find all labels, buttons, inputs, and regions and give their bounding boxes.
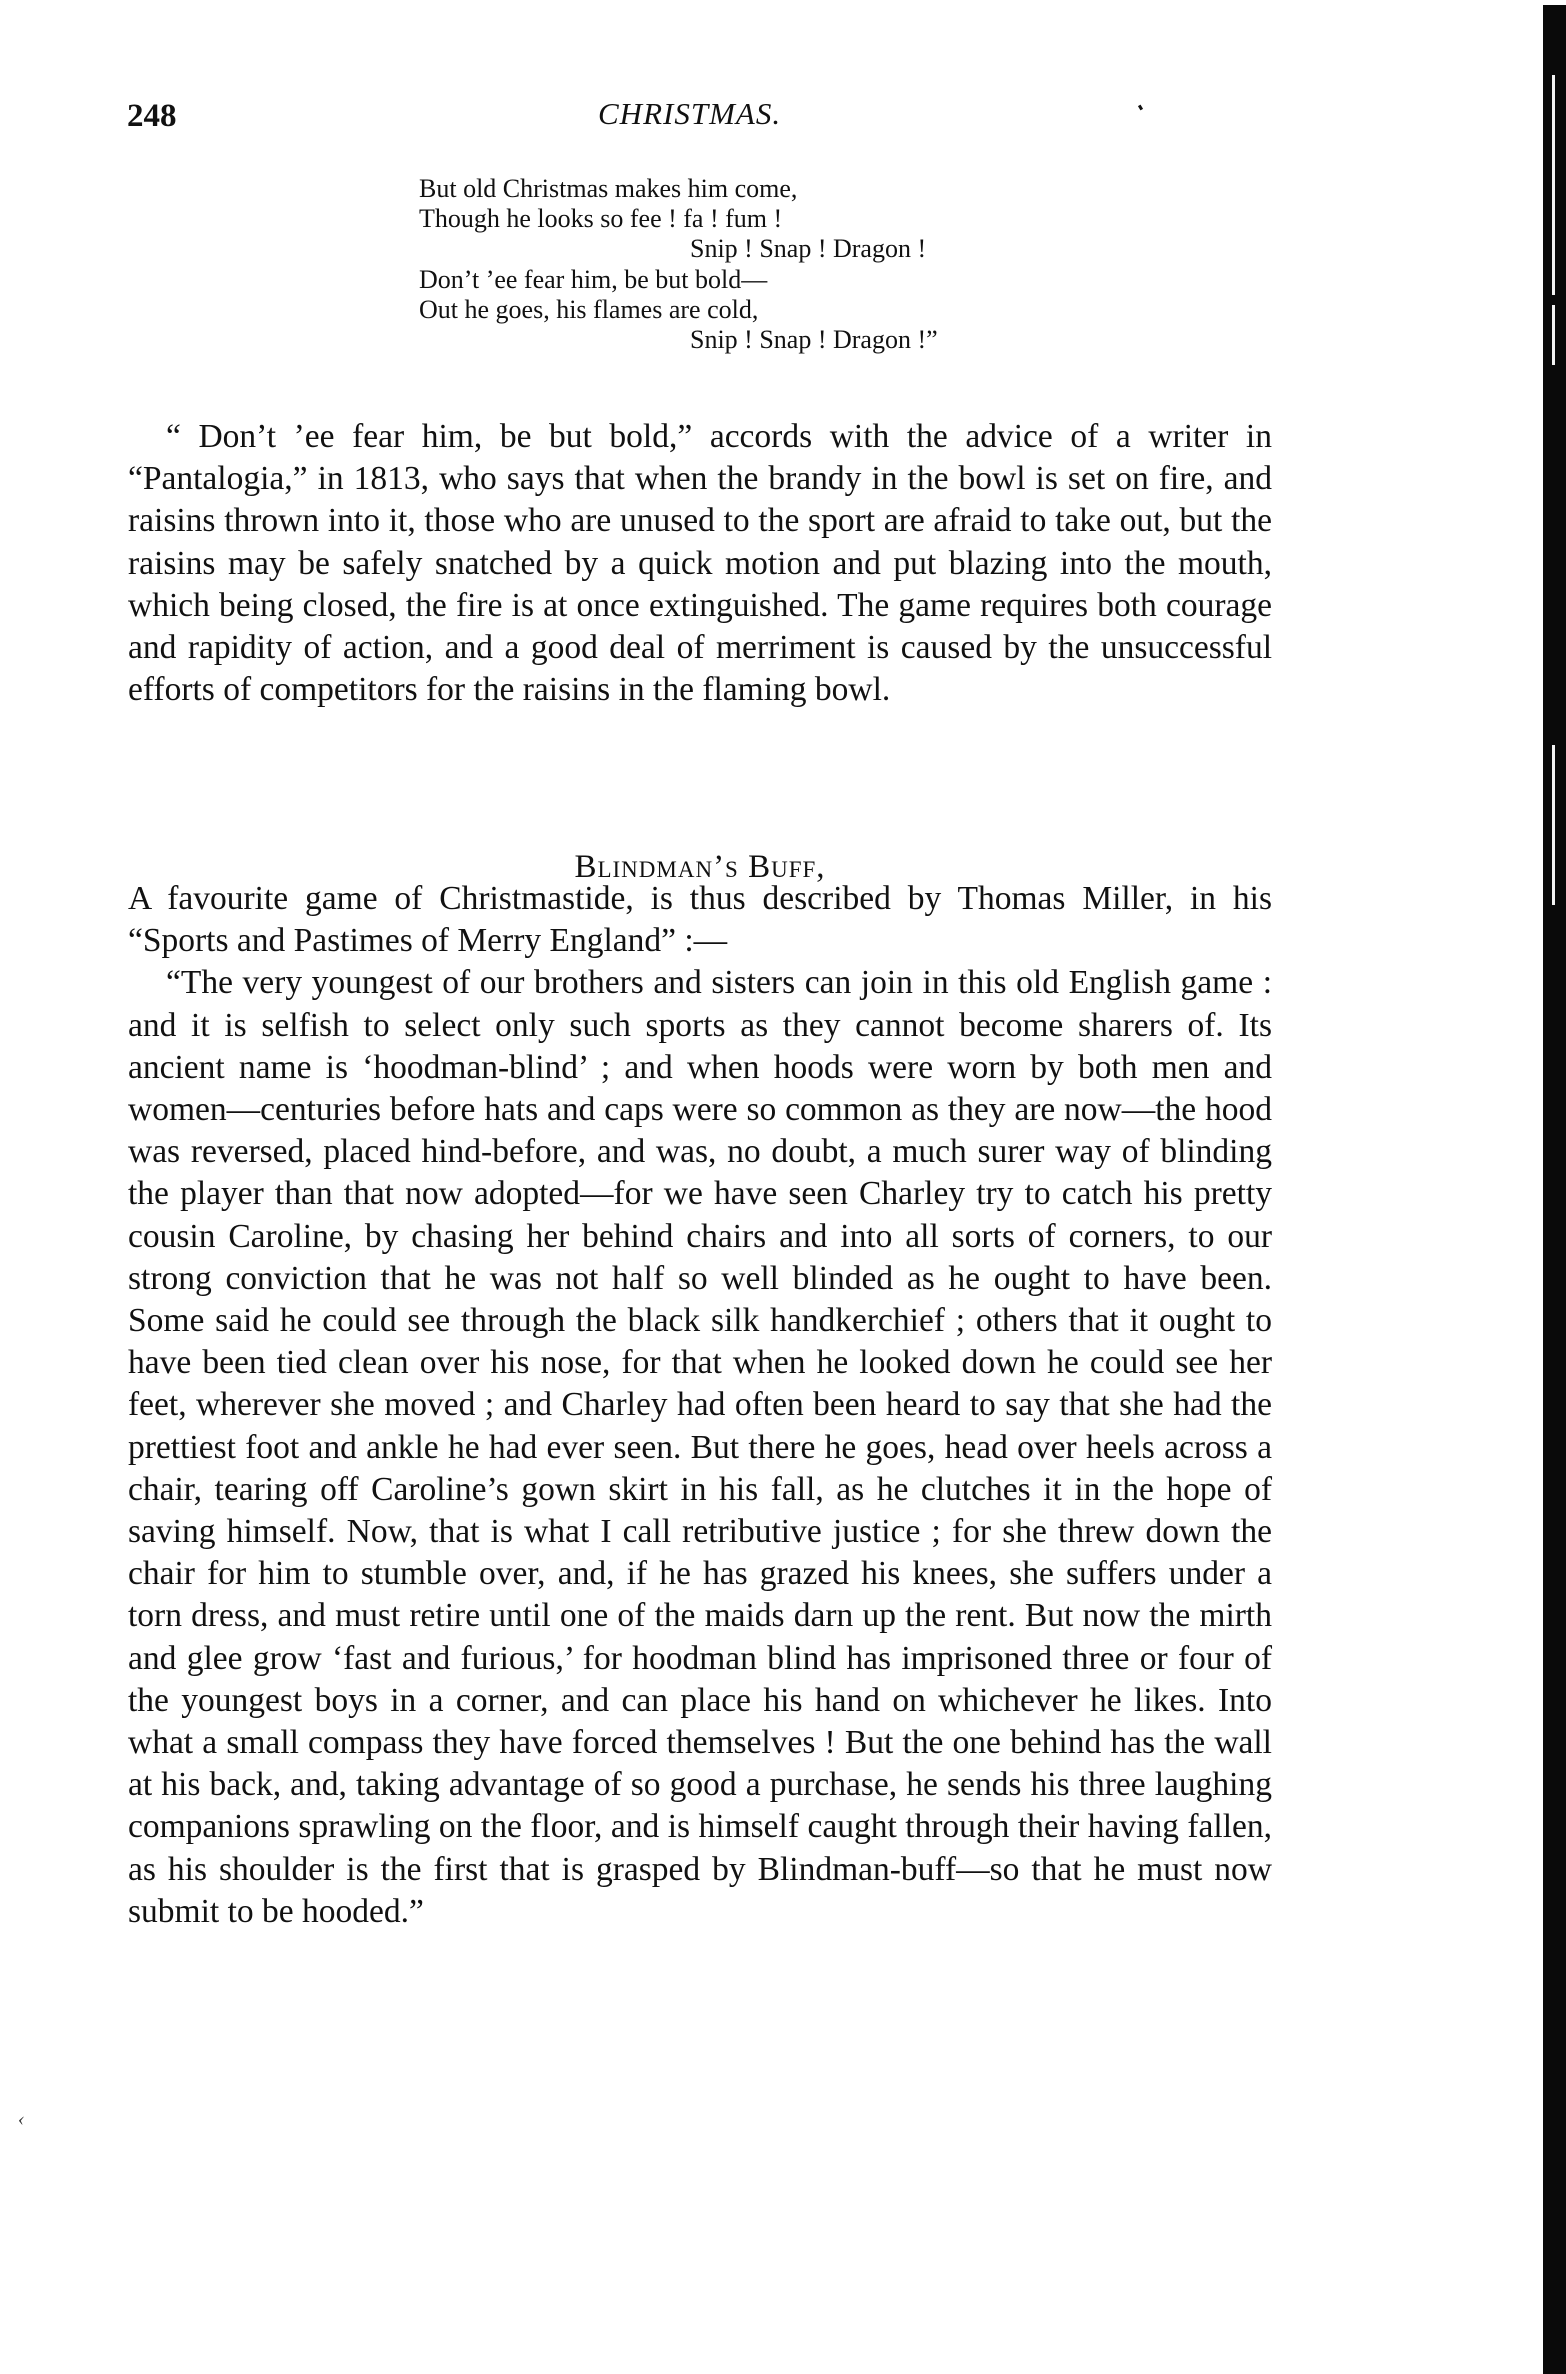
poem-line-refrain: Snip ! Snap ! Dragon ! xyxy=(690,234,927,264)
section-heading: Blindman’s Buff, xyxy=(574,849,826,885)
page-number: 248 xyxy=(127,98,177,134)
paragraph-blindmans-buff xyxy=(128,878,1272,1933)
poem-line: Don’t ’ee fear him, be but bold— xyxy=(419,264,768,294)
poem-line: Out he goes, his flames are cold, xyxy=(419,294,759,324)
poem-line: But old Christmas makes him come, xyxy=(419,174,798,203)
edge-highlight xyxy=(1552,75,1555,295)
poem-stanza xyxy=(419,174,938,355)
page-edge-binding xyxy=(1543,5,1566,2374)
poem-line-refrain: Snip ! Snap ! Dragon !” xyxy=(690,325,938,355)
paragraph-snapdragon xyxy=(128,416,1272,711)
paragraph-text: “ Don’t ’ee fear him, be but bold,” accords with the advice of a writer in “Pantalogia,” in 1813, who says that when the brandy in the bowl is set on fire, and raisins thrown into it, those who are unused to the sport are afraid to take out, but the raisins may be safely snatched by a quick motion and put blazing into the mouth, which being closed, the fire is at once extinguished. The game requires both courage and rapidity of action, and a good deal of merriment is caused by the unsuccessful efforts of competitors for the raisins in the flaming bowl. xyxy=(128,418,1272,709)
edge-highlight xyxy=(1552,745,1555,905)
section-intro: A favourite game of Christmastide, is thus described by Thomas Miller, in his “Sports and Pastimes of Merry England” :— xyxy=(128,880,1272,960)
scan-speck xyxy=(1138,105,1143,111)
edge-highlight xyxy=(1552,305,1555,365)
running-title: CHRISTMAS. xyxy=(598,96,782,131)
margin-mark: ‹ xyxy=(18,2108,25,2130)
section-quote: “The very youngest of our brothers and sisters can join in this old English game : and it is selfish to select only such sports as they cannot become sharers of. Its ancient name is ‘hoodman-blind’ ; and when hoods were worn by both men and women—centuries before hats and caps were so common as they are now—the hood was reversed, placed hind-before, and was, no doubt, a much surer way of blinding the player than that now adopted—for we have seen Charley try to catch his pretty cousin Caroline, by chasing her behind chairs and into all sorts of corners, to our strong conviction that he was not half so well blinded as he ought to have been. Some said he could see through the black silk handkerchief ; others that it ought to have been tied clean over his nose, for that when he looked down he could see her feet, wherever she moved ; and Charley had often been heard to say that she had the prettiest foot and ankle he had ever seen. But there he goes, head over heels across a chair, tearing off Caroline’s gown skirt in his fall, as he clutches it in the hope of saving himself. Now, that is what I call retributive justice ; for she threw down the chair for him to stumble over, and, if he has grazed his knees, she suffers under a torn dress, and must retire until one of the maids darn up the rent. But now the mirth and glee grow ‘fast and furious,’ for hoodman blind has imprisoned three or four of the youngest boys in a corner, and can place his hand on whichever he likes. Into what a small compass they have forced themselves ! But the one behind has the wall at his back, and, taking advantage of so good a purchase, he sends his three laughing companions sprawling on the floor, and is himself caught through their having fallen, as his shoulder is the first that is grasped by Blindman-buff—so that he must now submit to be hooded.” xyxy=(128,964,1272,1930)
poem-line: Though he looks so fee ! fa ! fum ! xyxy=(419,204,783,234)
